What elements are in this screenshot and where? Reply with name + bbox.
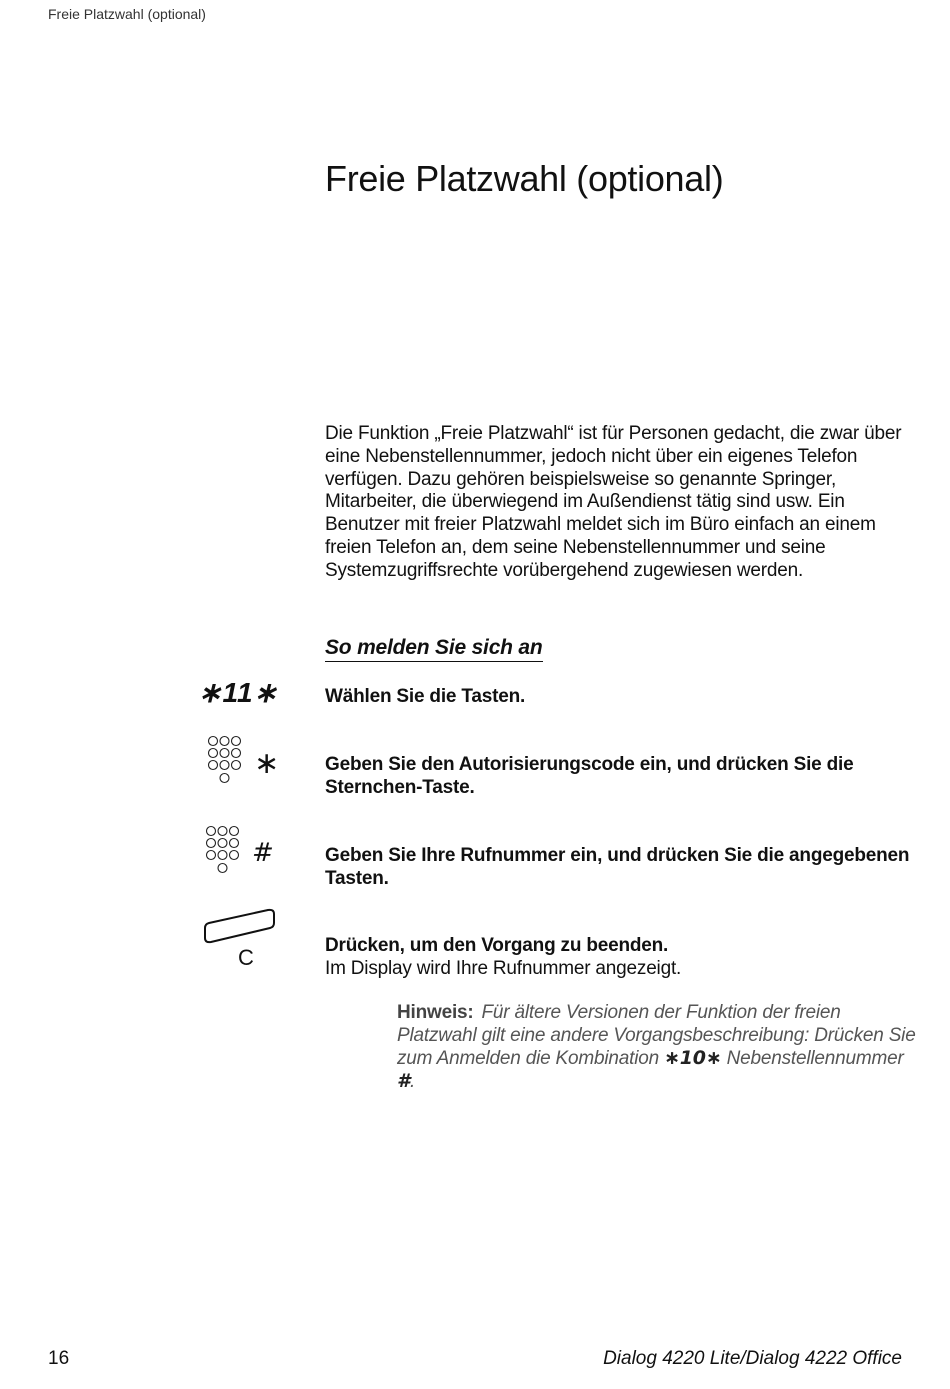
footer-product-title: Dialog 4220 Lite/Dialog 4222 Office (603, 1348, 902, 1369)
running-header: Freie Platzwahl (optional) (48, 6, 206, 22)
keypad-hash-icon (202, 825, 282, 883)
clear-key-icon (200, 906, 280, 968)
note-text-middle: Nebenstellennummer (726, 1048, 904, 1069)
keypad-star-symbol: ∗ (254, 746, 280, 781)
note-box (397, 1001, 917, 1093)
intro-paragraph: Die Funktion „Freie Platzwahl“ ist für Personen gedacht, die zwar über eine Nebenstellennummer, jedoch nicht über ein eigenes Telefon verfügen. Dazu gehören beispielsweise so genannte Springer, Mitarbeiter, die überwiegend im Außendienst tätig sind usw. Ein Benutzer mit freier Platzwahl meldet sich im Büro einfach an einem freien Telefon an, dem seine Nebenstellennummer und seine Systemzugriffsrechte vorübergehend zugewiesen werden. (325, 423, 902, 581)
step-4-text (325, 934, 915, 980)
note-text-after: . (410, 1071, 416, 1092)
note-keys-star-1-0-star: ∗10∗ (664, 1047, 722, 1069)
step-4-instruction: Drücken, um den Vorgang zu beenden. (325, 935, 669, 956)
note-hash-key: # (397, 1070, 411, 1092)
section-heading: So melden Sie sich an (325, 636, 543, 662)
step-2-text: Geben Sie den Autorisierungscode ein, und drücken Sie die Sternchen-Taste. (325, 754, 854, 798)
page-title: Freie Platzwahl (optional) (325, 158, 724, 199)
step-3-text: Geben Sie Ihre Rufnummer ein, und drücken Sie die angegebenen Tasten. (325, 845, 910, 889)
note-text-before: Für ältere Versionen der Funktion der freien Platzwahl gilt eine andere Vorgangsbeschreibung: Drücken Sie zum Anmelden die Kombination (397, 1002, 916, 1069)
step-1-text: Wählen Sie die Tasten. (325, 686, 526, 707)
keypad-star-icon (204, 735, 284, 793)
step-4-subtext: Im Display wird Ihre Rufnummer angezeigt. (325, 958, 682, 979)
note-label: Hinweis: (397, 1002, 474, 1023)
keypad-hash-symbol: # (252, 838, 274, 868)
clear-key-label: C (238, 945, 254, 968)
page-number: 16 (48, 1348, 70, 1369)
star-1-1-star-keys-icon: ∗11∗ (198, 677, 278, 708)
